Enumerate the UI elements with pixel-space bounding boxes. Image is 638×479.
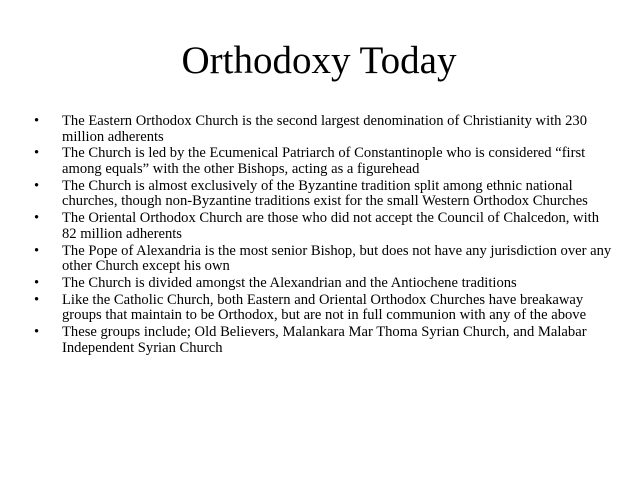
bullet-text: These groups include; Old Believers, Malankara Mar Thoma Syrian Church, and Malabar Independent Syrian Church: [62, 324, 587, 356]
bullet-icon: •: [34, 145, 40, 162]
bullet-item: [34, 146, 614, 177]
bullet-text: The Church is almost exclusively of the Byzantine tradition split among ethnic national churches, though non-Byzantine traditions exist for the small Western Orthodox Churches: [62, 177, 588, 210]
bullet-item: [34, 325, 614, 356]
bullet-icon: •: [34, 274, 40, 291]
bullet-icon: •: [34, 324, 40, 341]
bullet-icon: •: [34, 113, 40, 129]
bullet-item: [34, 244, 614, 275]
bullet-text: The Oriental Orthodox Church are those who did not accept the Council of Chalcedon, with 82 million adherents: [62, 210, 599, 242]
bullet-icon: •: [34, 242, 40, 259]
bullet-icon: •: [34, 291, 40, 308]
bullet-icon: •: [34, 210, 40, 227]
bullet-item: [34, 293, 614, 324]
bullet-text: The Eastern Orthodox Church is the second largest denomination of Christianity with 230 million adherents: [62, 113, 588, 145]
bullet-text: The Church is led by the Ecumenical Patriarch of Constantinople who is considered “first among equals” with the other Bishops, acting as a figurehead: [62, 145, 586, 177]
bullet-text: The Church is divided amongst the Alexandrian and the Antiochene traditions: [62, 274, 517, 291]
slide-title: Orthodoxy Today: [181, 39, 457, 82]
bullet-item: [34, 179, 614, 210]
bullet-item: [34, 114, 614, 145]
bullet-text: The Pope of Alexandria is the most senior Bishop, but does not have any jurisdiction over any other Church except his own: [62, 242, 612, 275]
bullet-item: [34, 211, 614, 242]
bullet-list: [34, 114, 614, 357]
bullet-icon: •: [34, 177, 40, 194]
bullet-item: [34, 276, 614, 292]
bullet-text: Like the Catholic Church, both Eastern and Oriental Orthodox Churches have breakaway groups that maintain to be Orthodox, but are not in full communion with any of the above: [62, 291, 587, 324]
